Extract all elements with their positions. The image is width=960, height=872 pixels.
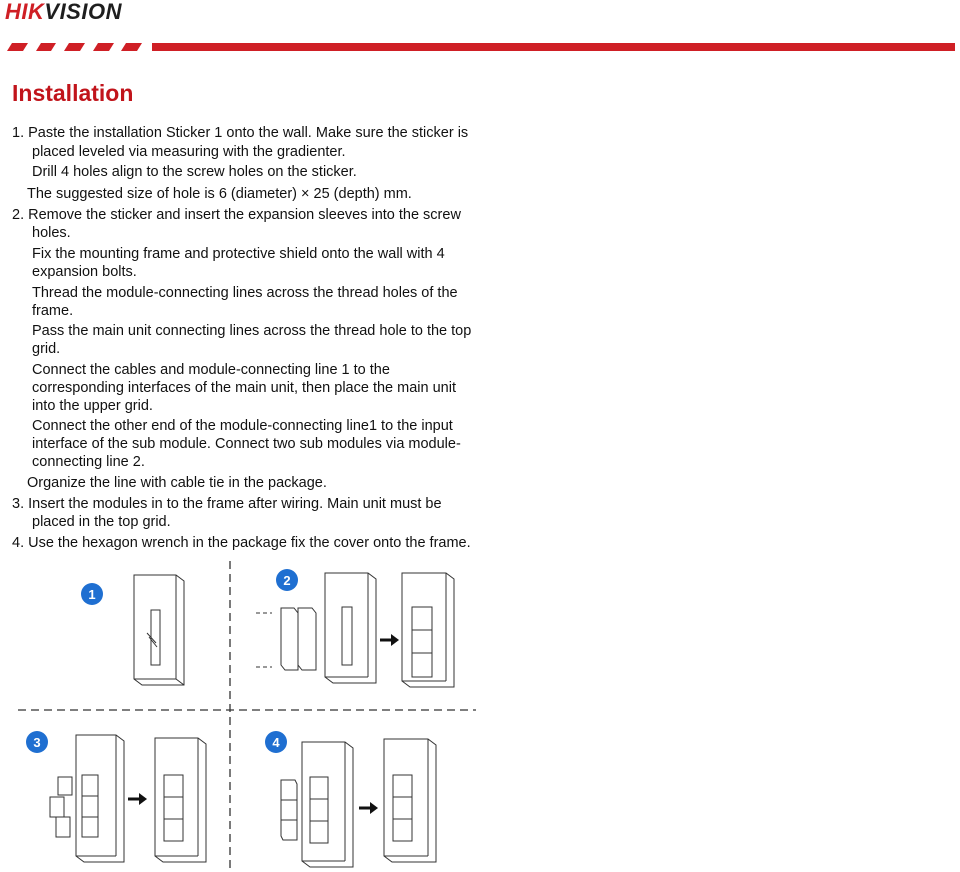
step-2-line: Connect the other end of the module-connecting line1 to the input [32,418,453,434]
step-2-line: connecting line 2. [32,454,145,470]
arrow-icon [128,793,147,805]
step-1-line: 1. Paste the installation Sticker 1 onto the wall. Make sure the sticker is [12,125,469,141]
step-2-line: Fix the mounting frame and protective shield onto the wall with 4 [32,246,445,262]
attach-cover-illustration [281,739,436,867]
step-3-line: placed in the top grid. [32,514,171,530]
step-2-line: into the upper grid. [32,398,153,414]
step-2-line: frame. [32,303,74,319]
installation-diagram [0,555,480,872]
page-title: Installation [12,80,134,106]
header-stripes [0,41,960,53]
step-badge-4 [265,731,287,753]
step-1-line: placed leveled via measuring with the gradienter. [32,144,346,160]
step-badge-3 [26,731,48,753]
step-badge-1 [81,583,103,605]
arrow-icon [359,802,378,814]
hikvision-logo: HIKVISION [5,0,122,24]
step-4-line: 4. Use the hexagon wrench in the package fix the cover onto the frame. [12,535,471,551]
step-2-line: corresponding interfaces of the main unit, then place the main unit [32,380,456,396]
step-3-line: 3. Insert the modules in to the frame after wiring. Main unit must be [12,496,442,512]
step-2-line: Pass the main unit connecting lines across the thread hole to the top [32,323,472,339]
step-2-line: holes. [32,225,71,241]
step-2-line: interface of the sub module. Connect two sub modules via module- [32,436,461,452]
step-2-line: expansion bolts. [32,264,137,280]
arrow-icon [380,634,399,646]
step-2-line: 2. Remove the sticker and insert the expansion sleeves into the screw [12,207,461,223]
svg-text:1: 1 [88,587,96,602]
step-1-line: Drill 4 holes align to the screw holes on the sticker. [32,164,357,180]
step-2-line: Connect the cables and module-connecting line 1 to the [32,362,390,378]
step-2-line: Organize the line with cable tie in the package. [27,475,327,491]
wall-sticker-illustration [134,575,184,685]
svg-text:3: 3 [33,735,41,750]
svg-text:4: 4 [272,735,280,750]
svg-text:2: 2 [283,573,291,588]
step-badge-2 [276,569,298,591]
step-2-line: grid. [32,341,61,357]
step-2-line: Thread the module-connecting lines across the thread holes of the [32,285,458,301]
step-1-line: The suggested size of hole is 6 (diameter) × 25 (depth) mm. [27,186,412,202]
